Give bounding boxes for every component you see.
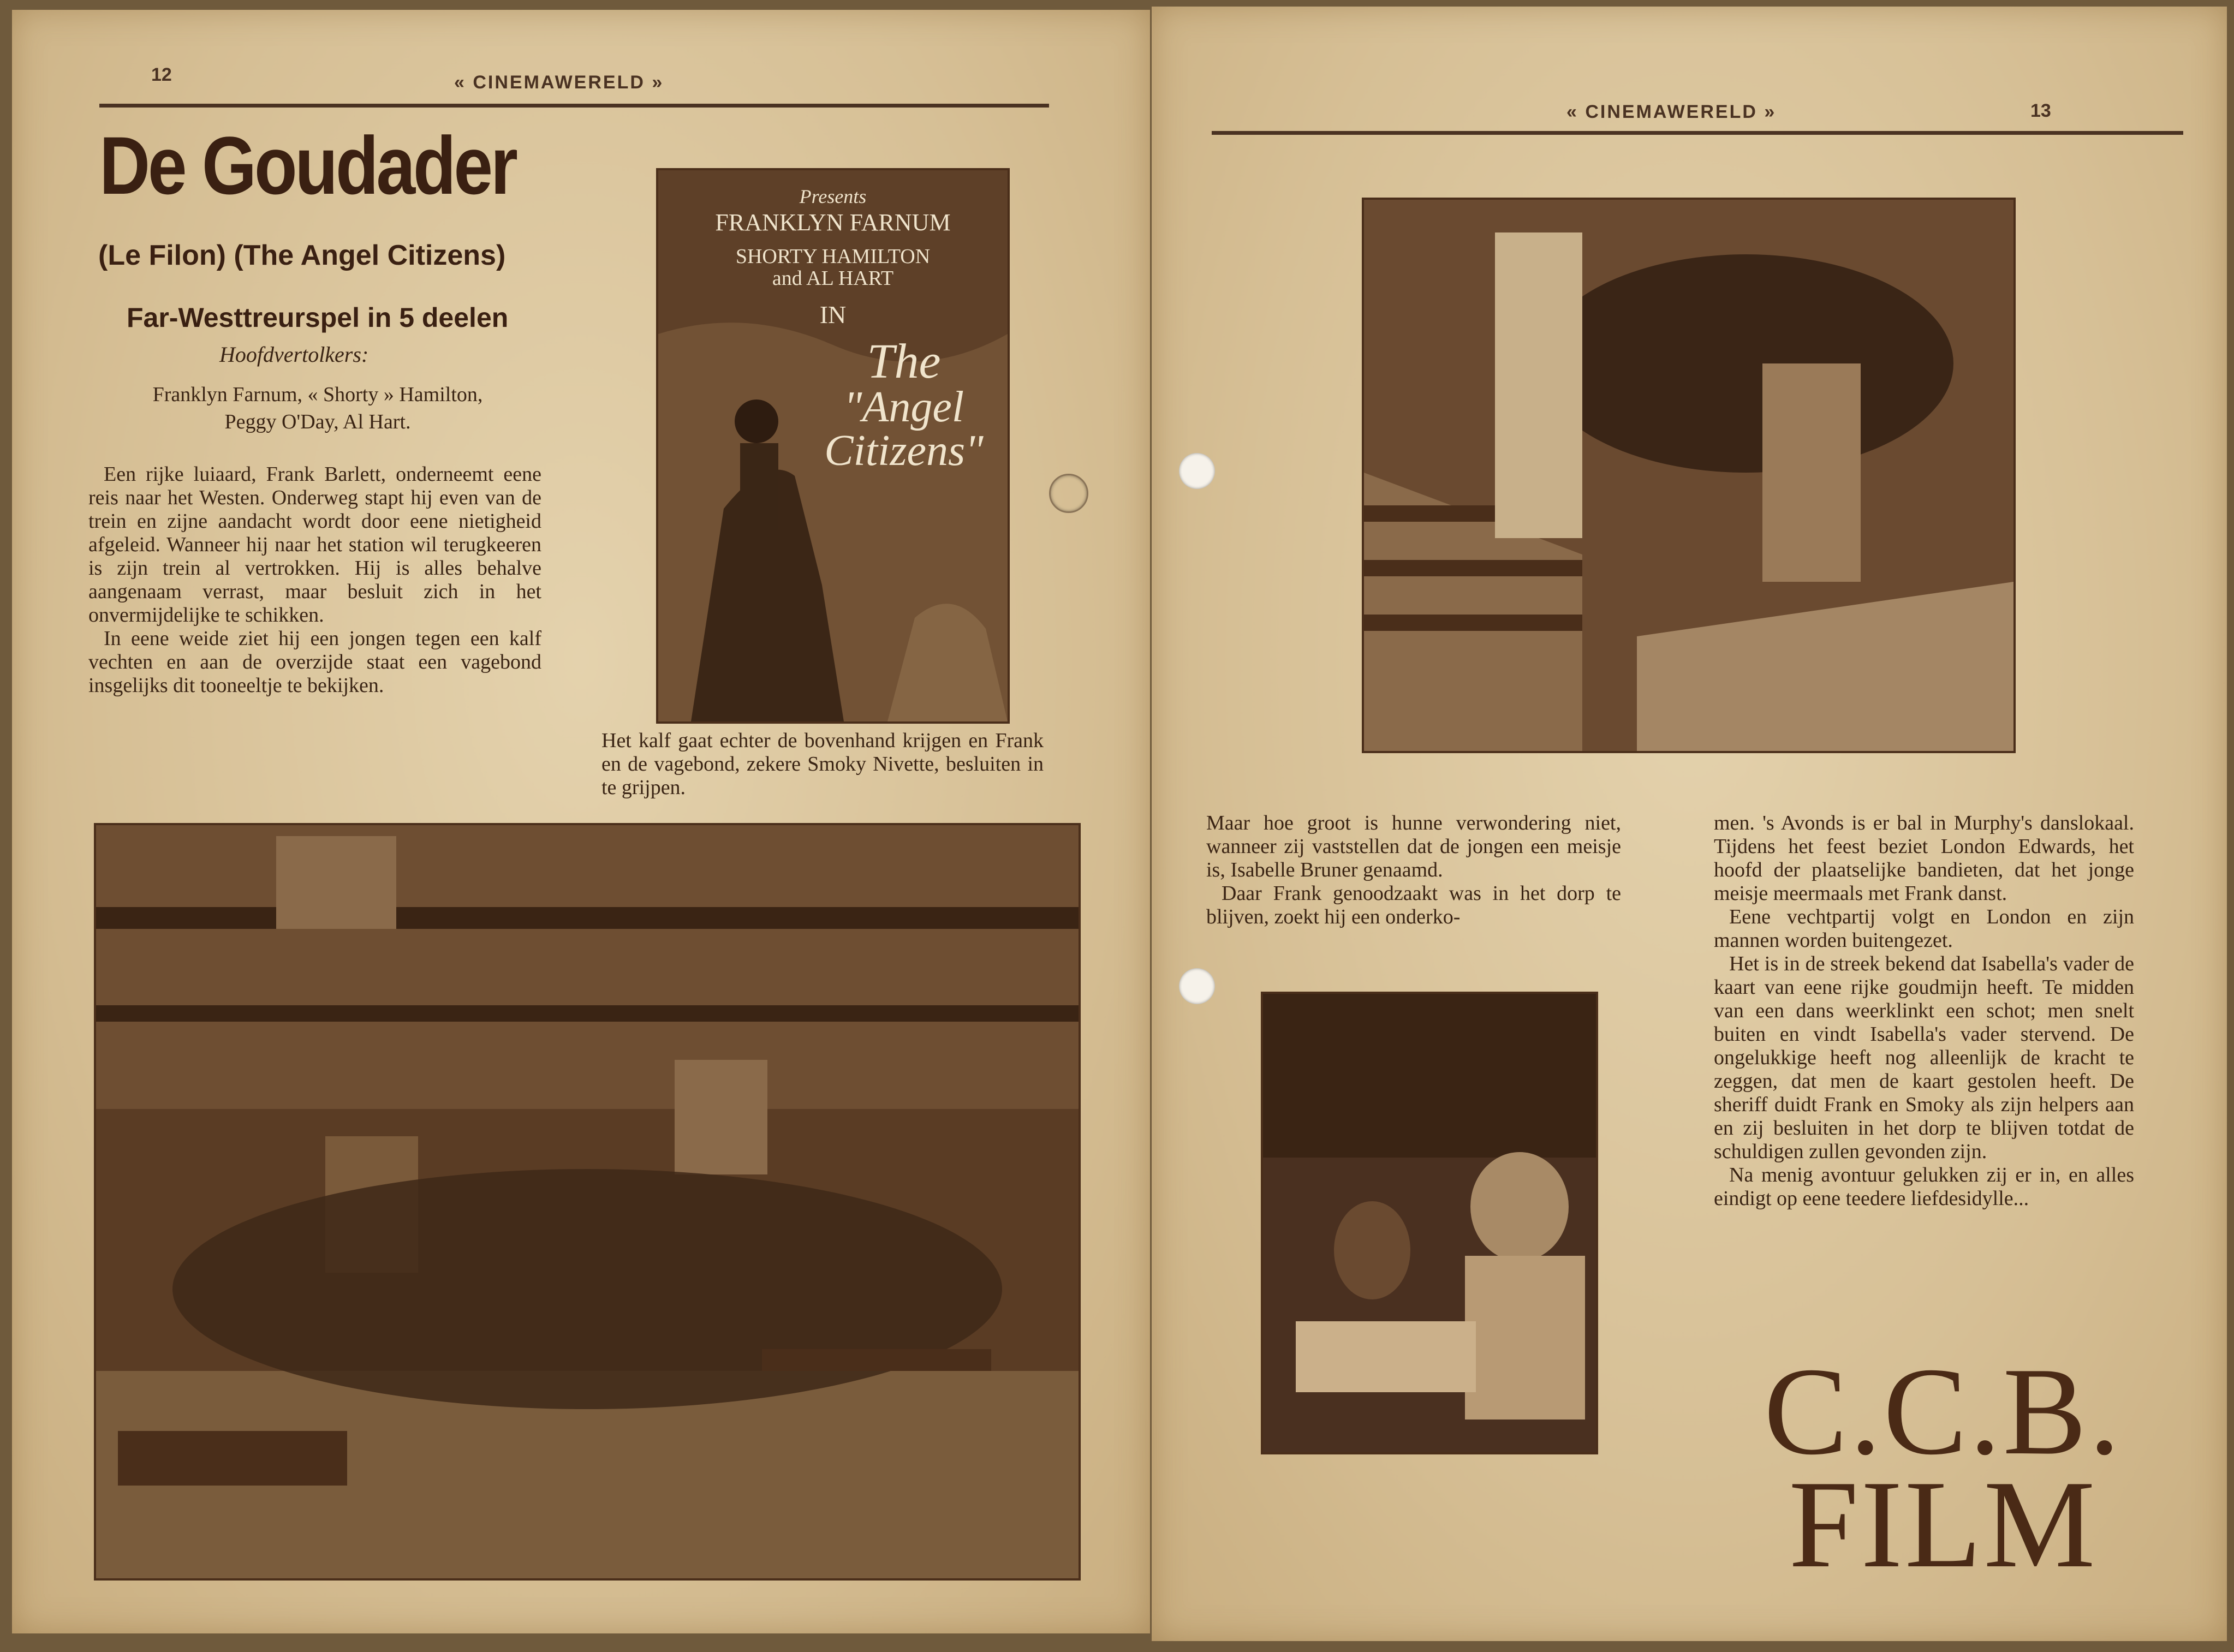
paragraph-2: In eene weide ziet hij een jongen tegen een kalf vechten en aan de overzijde staat een vagebond insgelijks dit tooneeltje te bekijken. [88, 627, 541, 697]
poster-title-3: Citizens" [824, 427, 984, 475]
header-rule-right [1212, 131, 2183, 135]
brand-line-2: FILM [1789, 1454, 2098, 1594]
binding-hole-bottom [1179, 968, 1215, 1004]
column-2-paragraph-4: Na menig avontuur gelukken zij er in, en alles eindigt op eene teedere liefdesidylle... [1714, 1164, 2134, 1210]
paragraph-1: Een rijke luiaard, Frank Barlett, onderneemt eene reis naar het Westen. Onderweg stapt hij even van de trein en zijne aandacht wordt door eene nietigheid afgeleid. Wanneer hij naar het station wil terugkeeren is zijn trein al vertrokken. Hij is alles behalve aangenaam verrast, maar besluit zich in het onvermijdelijke te schikken. [88, 463, 541, 627]
column-1-paragraph-2: Daar Frank genoodzaakt was in het dorp te blijven, zoekt hij een onderko- [1206, 882, 1621, 928]
column-2-paragraph-3: Het is in de streek bekend dat Isabella's vader de kaart van eene rijke goudmijn heeft. Te midden van een dans weerklinkt een schot; men snelt buiten en vindt Isabella's vader stervend. De ongelukkige heeft nog alleenlijk de kracht te zeggen, dat men de kaart gestolen heeft. De sheriff duidt Frank en Smoky als zijn helpers aan en zij besluiten in het dorp te blijven totdat de schuldigen zullen gevonden zijn. [1714, 952, 2134, 1163]
left-page [12, 10, 1150, 1633]
page-number-right: 13 [2030, 100, 2051, 121]
column-1-text [1206, 812, 1621, 929]
header-rule-left [99, 104, 1049, 108]
poster-costar-1: SHORTY HAMILTON [735, 245, 931, 268]
binding-hole-top [1179, 453, 1215, 489]
dance-hall-photo [94, 823, 1081, 1581]
saloon-scene-photo [1362, 198, 2016, 753]
masthead-left: « CINEMAWERELD » [454, 72, 664, 93]
poster-caption: Het kalf gaat echter de bovenhand krijgen en Frank en de vagebond, zekere Smoky Nivette, besluiten in te grijpen. [601, 729, 1044, 799]
right-page [1152, 7, 2227, 1641]
film-poster [656, 168, 1010, 724]
intro-text [88, 463, 541, 697]
masthead-right: « CINEMAWERELD » [1566, 102, 1777, 122]
column-2-text [1714, 812, 2134, 1210]
column-2-paragraph-2: Eene vechtpartij volgt en London en zijn mannen worden buitengezet. [1714, 905, 2134, 952]
poster-costar-2: and AL HART [772, 267, 894, 290]
poster-presents: Presents [799, 186, 867, 207]
binding-hole-mark [1049, 474, 1088, 513]
column-1-paragraph-1: Maar hoe groot is hunne verwondering niet, wanneer zij vaststellen dat de jongen een meisje is, Isabelle Bruner genaamd. [1206, 812, 1621, 881]
article-title: De Goudader [99, 120, 516, 211]
cast-line-1: Franklyn Farnum, « Shorty » Hamilton, [152, 383, 483, 406]
poster-in: IN [819, 301, 847, 329]
cabin-scene-photo [1261, 992, 1598, 1454]
column-2-paragraph-1: men. 's Avonds is er bal in Murphy's danslokaal. Tijdens het feest beziet London Edwards, het hoofd der plaatselijke bandieten, dat het jonge meisje meermaals met Frank danst. [1714, 812, 2134, 905]
cast-list [94, 381, 541, 436]
cast-heading: Hoofdvertolkers: [219, 342, 369, 367]
brand-line-1: C.C.B. [1764, 1341, 2123, 1481]
poster-star: FRANKLYN FARNUM [715, 209, 951, 236]
alternate-titles: (Le Filon) (The Angel Citizens) [98, 240, 506, 271]
poster-title-2: "Angel [843, 383, 964, 431]
cast-line-2: Peggy O'Day, Al Hart. [224, 410, 411, 433]
genre-line: Far-Westtreurspel in 5 deelen [127, 302, 509, 333]
poster-title-1: The [867, 335, 941, 389]
page-number-left: 12 [151, 64, 172, 85]
ccb-film-logo [1714, 1341, 2172, 1594]
